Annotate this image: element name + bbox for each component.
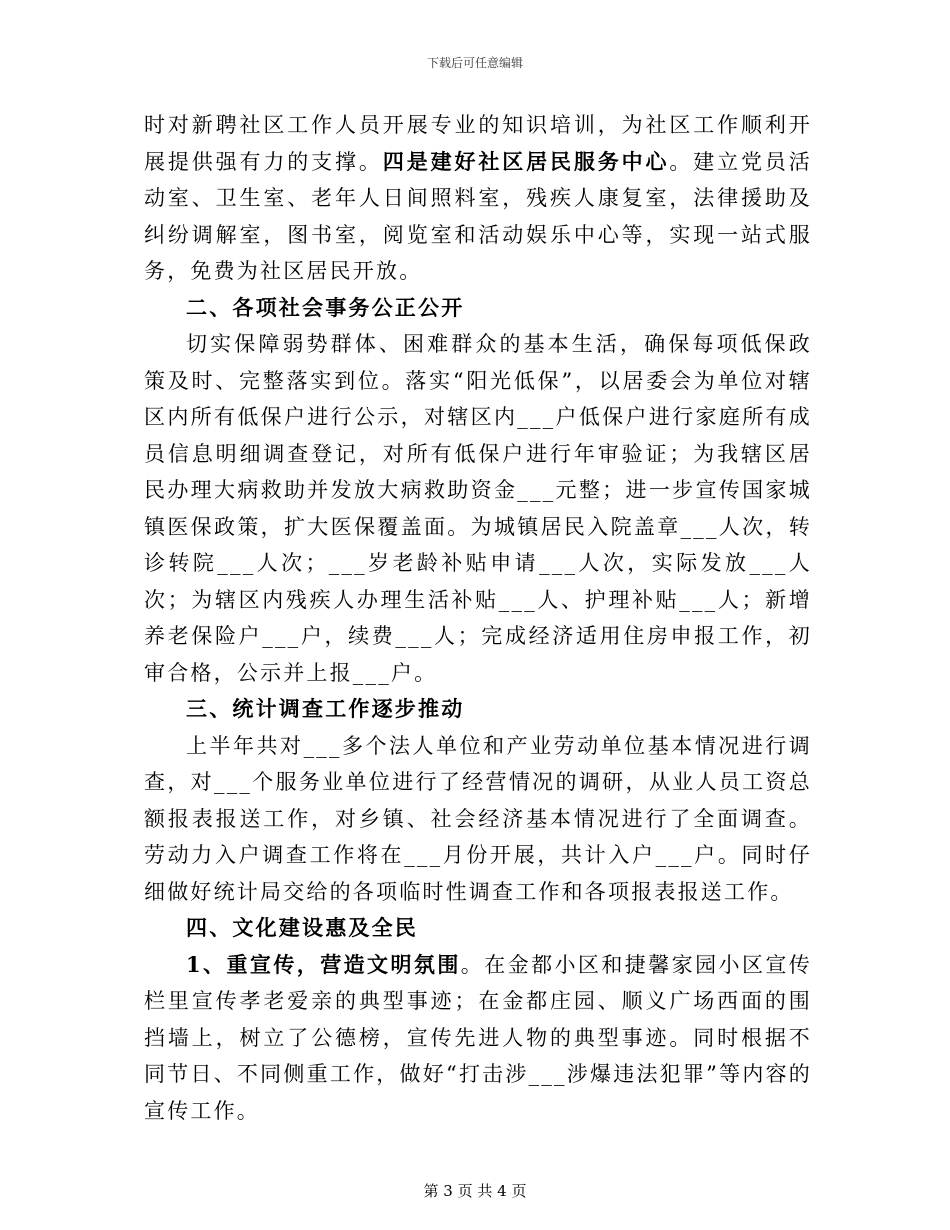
bold-phrase: 四是建好社区居民服务中心 <box>382 148 670 174</box>
paragraph-text: 时对新聘社区工作人员开展专业的知识培训，为社区工作顺利开展提供强有力的支撑。 <box>144 113 812 174</box>
bold-phrase: 1、重宣传，营造文明氛围 <box>186 951 461 977</box>
paragraph: 上半年共对___多个法人单位和产业劳动单位基本情况进行调查，对___个服务业单位进行了经营情况的调研，从业人员工资总额报表报送工作，对乡镇、社会经济基本情况进行了全面调查。劳动力入户调查工作将在___月份开展，共计入户___户。同时仔细做好统计局交给的各项临时性调查工作和各项报表报送工作。 <box>144 733 812 904</box>
paragraph: 切实保障弱势群体、困难群众的基本生活，确保每项低保政策及时、完整落实到位。落实“阳光低保”，以居委会为单位对辖区内所有低保户进行公示，对辖区内___户低保户进行家庭所有成员信息明细调查登记，对所有低保户进行年审验证；为我辖区居民办理大病救助并发放大病救助资金___元整；进一步宣传国家城镇医保政策，扩大医保覆盖面。为城镇居民入院盖章___人次，转诊转院___人次；___岁老龄补贴申请___人次，实际发放___人次；为辖区内残疾人办理生活补贴___人、护理补贴___人；新增养老保险户___户，续费___人；完成经济适用住房申报工作，初审合格，公示并上报___户。 <box>144 332 812 685</box>
document-body <box>144 107 812 1129</box>
paragraph-text: 。建立党员活动室、卫生室、老年人日间照料室，残疾人康复室，法律援助及纠纷调解室，图书室，阅览室和活动娱乐中心等，实现一站式服务，免费为社区居民开放。 <box>144 149 812 283</box>
paragraph <box>144 947 812 1130</box>
section-heading: 三、统计调查工作逐步推动 <box>186 696 465 721</box>
paragraph-continuation <box>144 107 812 290</box>
section-heading: 二、各项社会事务公正公开 <box>186 294 465 320</box>
page-header-note: 下载后可任意编辑 <box>426 56 523 70</box>
section-heading: 四、文化建设惠及全民 <box>186 915 418 940</box>
page-number: 第 3 页 共 4 页 <box>423 1182 527 1200</box>
paragraph-text: 。在金都小区和捷馨家园小区宣传栏里宣传孝老爱亲的典型事迹；在金都庄园、顺义广场西面的围挡墙上，树立了公德榜，宣传先进人物的典型事迹。同时根据不同节日、不同侧重工作，做好“打击涉___涉爆违法犯罪”等内容的宣传工作。 <box>144 952 813 1123</box>
